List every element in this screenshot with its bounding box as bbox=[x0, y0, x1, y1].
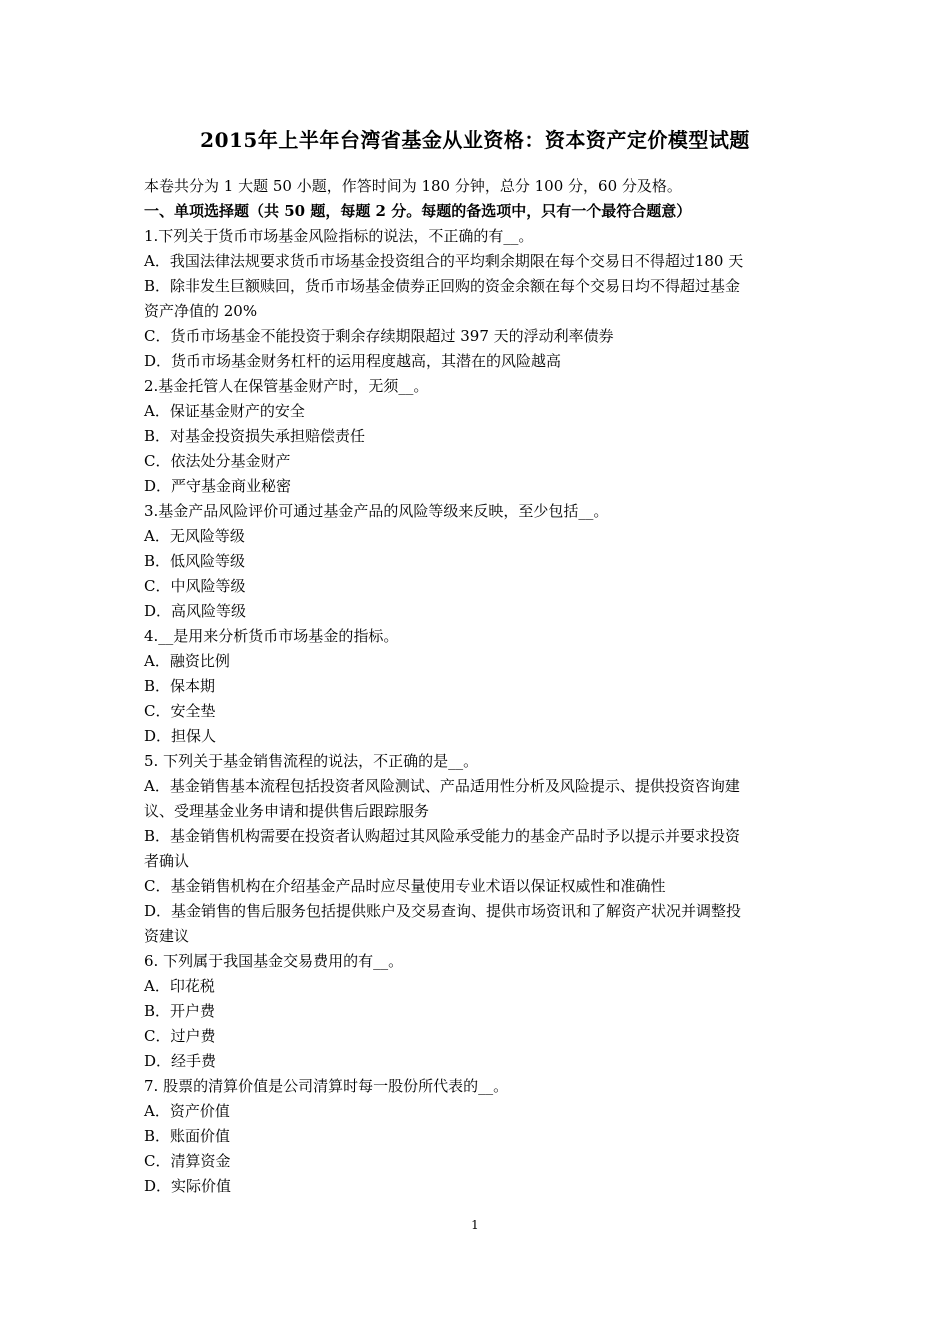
answer-option: C．货币市场基金不能投资于剩余存续期限超过 397 天的浮动利率债券 bbox=[144, 327, 614, 345]
answer-option: B．低风险等级 bbox=[144, 552, 246, 570]
answer-option: B．对基金投资损失承担赔偿责任 bbox=[144, 427, 366, 445]
answer-option-continuation: 资建议 bbox=[144, 927, 190, 945]
answer-option: D．实际价值 bbox=[144, 1177, 232, 1195]
answer-option: C．过户费 bbox=[144, 1027, 216, 1045]
answer-option: A．我国法律法规要求货币市场基金投资组合的平均剩余期限在每个交易日不得超过180 天 bbox=[144, 252, 744, 270]
answer-option: D．严守基金商业秘密 bbox=[144, 477, 292, 495]
answer-option: C．基金销售机构在介绍基金产品时应尽量使用专业术语以保证权威性和准确性 bbox=[144, 877, 666, 895]
page-number: 1 bbox=[471, 1218, 479, 1232]
answer-option-continuation: 议、受理基金业务申请和提供售后跟踪服务 bbox=[144, 802, 430, 820]
document-title: 2015年上半年台湾省基金从业资格：资本资产定价模型试题 bbox=[200, 128, 750, 152]
exam-intro: 本卷共分为 1 大题 50 小题，作答时间为 180 分钟，总分 100 分，60 分及格。 bbox=[144, 177, 682, 195]
answer-option: D．担保人 bbox=[144, 727, 217, 745]
question-stem: 4.__是用来分析货币市场基金的指标。 bbox=[144, 627, 399, 645]
answer-option: D．高风险等级 bbox=[144, 602, 247, 620]
answer-option: B．账面价值 bbox=[144, 1127, 231, 1145]
answer-option: B．开户费 bbox=[144, 1002, 216, 1020]
answer-option: A．印花税 bbox=[144, 977, 215, 995]
answer-option: B．除非发生巨额赎回，货币市场基金债券正回购的资金余额在每个交易日均不得超过基金 bbox=[144, 277, 741, 295]
answer-option: C．中风险等级 bbox=[144, 577, 246, 595]
question-stem: 7. 股票的清算价值是公司清算时每一股份所代表的__。 bbox=[144, 1077, 509, 1095]
answer-option: A．保证基金财产的安全 bbox=[144, 402, 305, 420]
question-stem: 3.基金产品风险评价可通过基金产品的风险等级来反映，至少包括__。 bbox=[144, 502, 609, 520]
answer-option: B．基金销售机构需要在投资者认购超过其风险承受能力的基金产品时予以提示并要求投资 bbox=[144, 827, 741, 845]
answer-option-continuation: 者确认 bbox=[144, 852, 190, 870]
answer-option: A．无风险等级 bbox=[144, 527, 245, 545]
answer-option: A．基金销售基本流程包括投资者风险测试、产品适用性分析及风险提示、提供投资咨询建 bbox=[144, 777, 740, 795]
answer-option: C．清算资金 bbox=[144, 1152, 231, 1170]
answer-option: A．融资比例 bbox=[144, 652, 230, 670]
answer-option: D．基金销售的售后服务包括提供账户及交易查询、提供市场资讯和了解资产状况并调整投 bbox=[144, 902, 742, 920]
answer-option-continuation: 资产净值的 20% bbox=[144, 302, 258, 320]
document-body bbox=[144, 174, 816, 1199]
question-stem: 2.基金托管人在保管基金财产时，无须__。 bbox=[144, 377, 429, 395]
answer-option: D．经手费 bbox=[144, 1052, 217, 1070]
answer-option: C．依法处分基金财产 bbox=[144, 452, 291, 470]
question-stem: 5. 下列关于基金销售流程的说法，不正确的是__。 bbox=[144, 752, 479, 770]
answer-option: D．货币市场基金财务杠杆的运用程度越高，其潜在的风险越高 bbox=[144, 352, 562, 370]
question-stem: 1.下列关于货币市场基金风险指标的说法，不正确的有__。 bbox=[144, 227, 534, 245]
section-heading: 一、单项选择题（共 50 题，每题 2 分。每题的备选项中，只有一个最符合题意） bbox=[144, 202, 692, 220]
answer-option: C．安全垫 bbox=[144, 702, 216, 720]
question-stem: 6. 下列属于我国基金交易费用的有__。 bbox=[144, 952, 404, 970]
answer-option: A．资产价值 bbox=[144, 1102, 230, 1120]
answer-option: B．保本期 bbox=[144, 677, 216, 695]
